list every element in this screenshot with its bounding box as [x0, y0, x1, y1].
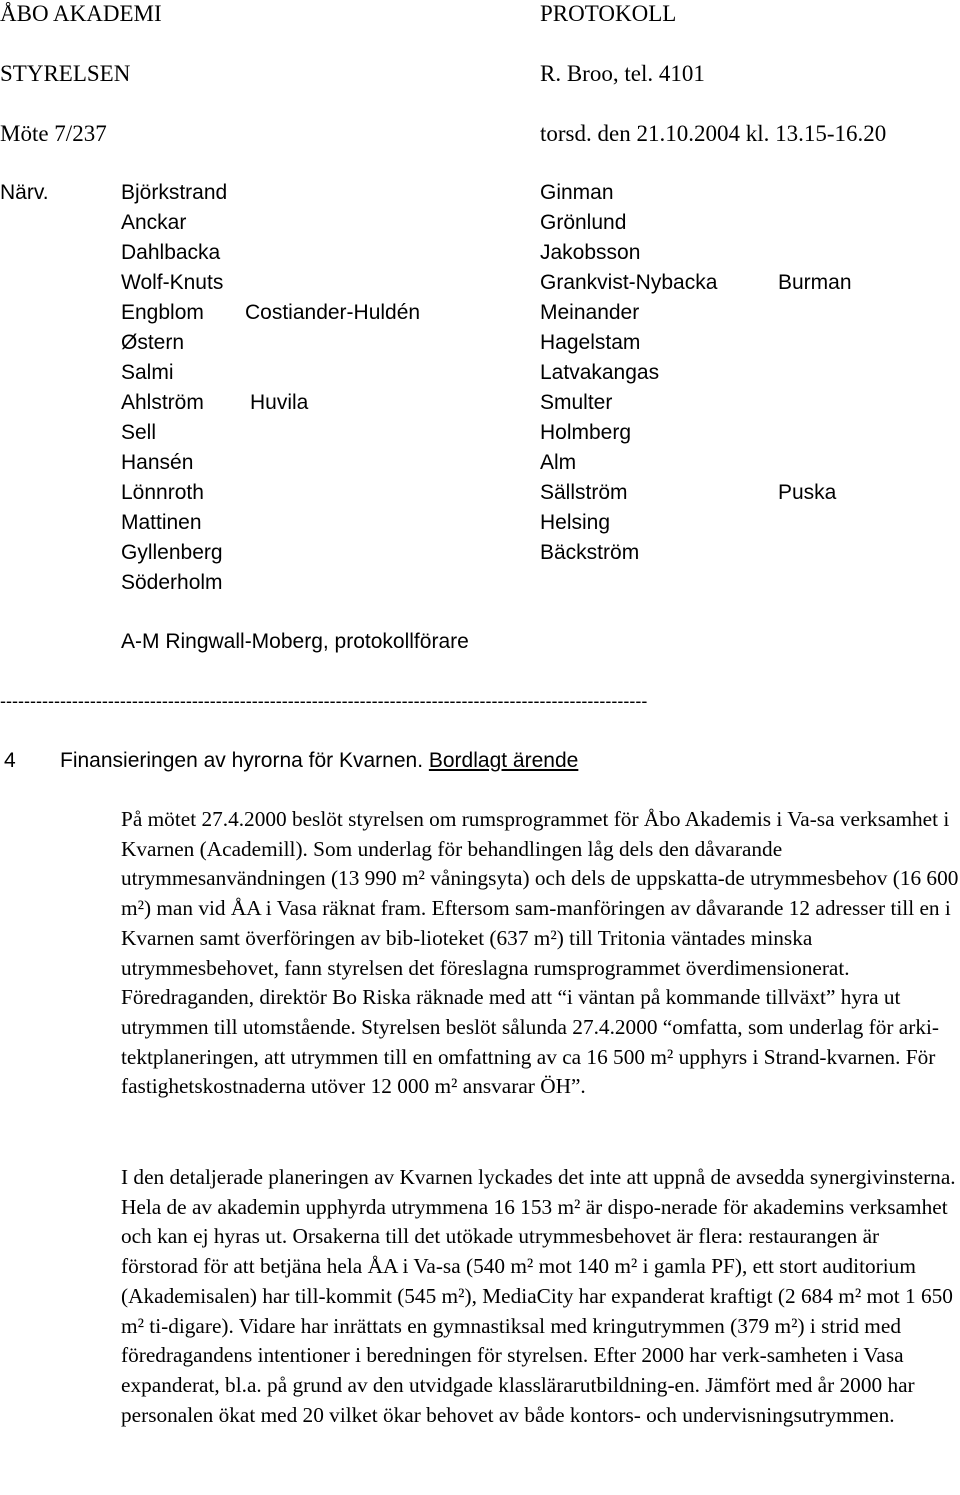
meeting-datetime: torsd. den 21.10.2004 kl. 13.15-16.20 [540, 121, 887, 146]
attendee: Helsing [540, 511, 611, 534]
attendee: Huvila [250, 391, 309, 414]
attendee: Anckar [121, 211, 187, 234]
document-type: PROTOKOLL [540, 1, 677, 26]
attendee: Dahlbacka [121, 241, 221, 264]
attendee: Mattinen [121, 511, 202, 534]
attendee: Østern [121, 331, 185, 354]
attendee: Gyllenberg [121, 541, 223, 564]
attendee: Jakobsson [540, 241, 641, 264]
body-paragraph: På mötet 27.4.2000 beslöt styrelsen om rumsprogrammet för Åbo Akademis i Va-sa verksamhet i Kvarnen (Academill). Som underlag för behandlingen låg dels den dåvarande utrymmesanvändningen (13 990 m² våningsyta) och dels de uppskatta-de utrymmesbehov (16 600 m²) man vid ÅA i Vasa räknat fram. Eftersom sam-manföringen av dåvarande 12 adresser till en i Kvarnen samt överföringen av bib-lioteket (637 m²) till Tritonia väntades minska utrymmesbehovet, fann styrelsen det föreslagna rumsprogrammet överdimensionerat. Föredraganden, direktör Bo Riska räknade med att “i väntan på kommande tillväxt” hyra ut utrymmen till utomstående. Styrelsen beslöt sålunda 27.4.2000 “omfatta, som underlag för arki-tektplaneringen, att utrymmen till en omfattning av ca 16 500 m² upphyrs i Strand-kvarnen. För fastighetskostnaderna utöver 12 000 m² ansvarar ÖH”. [121, 807, 959, 1099]
board-name: STYRELSEN [0, 61, 131, 86]
attendee: Söderholm [121, 571, 223, 594]
attendee: Wolf-Knuts [121, 271, 224, 294]
agenda-item-number: 4 [4, 749, 16, 772]
attendee: Salmi [121, 361, 174, 384]
contact-info: R. Broo, tel. 4101 [540, 61, 705, 86]
attendee: Costiander-Huldén [245, 301, 421, 324]
attendee: Björkstrand [121, 181, 228, 204]
attendee: Burman [778, 271, 852, 294]
section-separator: ------------------------------------------------------------------------------------------------------------ [0, 691, 648, 711]
attendee: Latvakangas [540, 361, 660, 384]
attendee: Lönnroth [121, 481, 204, 504]
attendee: Meinander [540, 301, 640, 324]
attendee: Holmberg [540, 421, 632, 444]
attendee: Alm [540, 451, 577, 474]
attendee: Engblom [121, 301, 204, 324]
attendee: Sell [121, 421, 157, 444]
attendee: Hansén [121, 451, 194, 474]
attendee: Sällström [540, 481, 628, 504]
minutes-secretary: A-M Ringwall-Moberg, protokollförare [121, 630, 469, 653]
attendee: Puska [778, 481, 837, 504]
meeting-number: Möte 7/237 [0, 121, 107, 146]
agenda-item-heading [4, 748, 578, 774]
attendee: Grönlund [540, 211, 627, 234]
agenda-item-title: Finansieringen av hyrorna för Kvarnen. [60, 749, 424, 772]
attendee: Grankvist-Nybacka [540, 271, 718, 294]
agenda-item-status: Bordlagt ärende [428, 749, 579, 772]
attendance-label: Närv. [0, 181, 49, 204]
attendee: Ginman [540, 181, 614, 204]
org-name: ÅBO AKADEMI [0, 1, 162, 26]
attendee: Ahlström [121, 391, 204, 414]
body-paragraph: I den detaljerade planeringen av Kvarnen lyckades det inte att uppnå de avsedda synergivinsterna. Hela de av akademin upphyrda utrymmena 16 153 m² är dispo-nerade för akademins verksamhet och kan ej hyras ut. Orsakerna till det utökade utrymmesbehovet är flera: restaurangen är förstorad för att betjäna hela ÅA i Va-sa (540 m² mot 140 m² i gamla PF), ett stort auditorium (Akademisalen) har till-kommit (545 m²), MediaCity har expanderat kraftigt (2 684 m² mot 1 650 m² ti-digare). Vidare har inrättats en gymnastiksal med kringutrymmen (379 m²) i strid med föredragandens intentioner i beredningen för styrelsen. Efter 2000 har verk-samheten i Vasa expanderat, bl.a. på grund av den utvidgade klasslärarutbildning-en. Jämfört med år 2000 har personalen ökat med 20 vilket ökar behovet av både kontors- och undervisningsutrymmen. [121, 1165, 956, 1427]
attendee: Smulter [540, 391, 613, 414]
attendee: Bäckström [540, 541, 640, 564]
attendee: Hagelstam [540, 331, 641, 354]
